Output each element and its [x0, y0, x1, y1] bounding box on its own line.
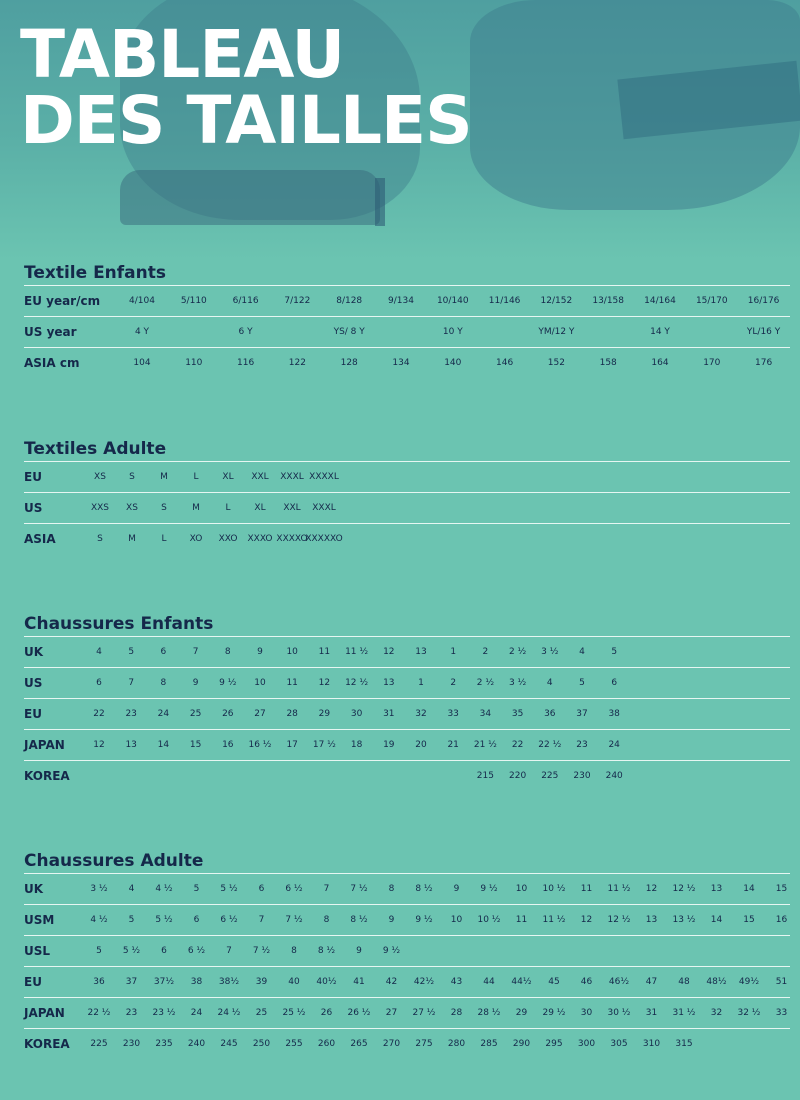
table-cell: 128 — [340, 358, 358, 368]
table-cell: 240 — [187, 1039, 206, 1049]
table-cell: 8 ½ — [317, 946, 336, 956]
table-cell: XL — [254, 503, 266, 513]
row-label: ASIA — [24, 532, 56, 546]
table-cell: 5/110 — [180, 296, 207, 306]
table-cell: 24 ½ — [217, 1008, 241, 1018]
table-cell: 12 — [318, 678, 331, 688]
table-cell: 5 — [579, 678, 585, 688]
table-row — [24, 997, 790, 1028]
table-cell: 295 — [545, 1039, 563, 1049]
table-cell: XO — [189, 534, 203, 544]
table-cell: 9 — [388, 915, 395, 925]
table-cell: 275 — [415, 1039, 433, 1049]
table-cell: 14 — [743, 884, 755, 894]
table-cell: 4 — [546, 678, 553, 688]
table-cell: 48 — [678, 977, 690, 987]
table-cell: 39 — [255, 977, 268, 987]
table-cell: 140 — [444, 358, 462, 368]
page-title — [20, 16, 472, 159]
table-cell: 7 ½ — [350, 884, 368, 894]
table-cell: 110 — [185, 358, 203, 368]
table-cell: 21 ½ — [473, 740, 497, 750]
table-cell: 10/140 — [436, 296, 469, 306]
table-cell: 26 — [320, 1008, 333, 1018]
table-cell: 12 — [645, 884, 658, 894]
size-table — [24, 636, 790, 791]
table-cell: 10 — [515, 884, 528, 894]
table-cell: 37 — [576, 709, 588, 719]
table-cell: 20 — [415, 740, 427, 750]
table-cell: XXS — [90, 503, 110, 513]
table-cell: 33 — [775, 1008, 788, 1018]
table-cell: 1 — [418, 678, 424, 688]
table-cell: 23 — [125, 709, 137, 719]
size-table — [24, 461, 790, 554]
table-cell: 152 — [547, 358, 565, 368]
section-heading: Textile Enfants — [24, 263, 166, 283]
table-cell: 6 Y — [238, 327, 253, 337]
table-cell: 8 ½ — [350, 915, 368, 925]
table-cell: 16 ½ — [248, 740, 272, 750]
table-cell: 3 ½ — [508, 678, 527, 688]
table-cell: 305 — [610, 1039, 628, 1049]
table-cell: 240 — [605, 771, 623, 781]
table-cell: 9 ½ — [219, 678, 237, 688]
table-cell: 22 — [93, 709, 105, 719]
row-label: USM — [24, 913, 55, 927]
table-cell: 46½ — [608, 977, 630, 987]
table-row — [24, 492, 790, 523]
table-row — [24, 966, 790, 997]
table-row — [24, 316, 790, 347]
table-row — [24, 285, 790, 316]
table-cell: 270 — [382, 1039, 401, 1049]
table-cell: 29 — [515, 1008, 528, 1018]
table-cell: 12 — [580, 915, 593, 925]
table-cell: 6 ½ — [187, 946, 206, 956]
table-cell: 18 — [350, 740, 363, 750]
table-cell: 3 ½ — [541, 647, 559, 657]
table-cell: 12 — [93, 740, 105, 750]
table-cell: 31 — [645, 1008, 658, 1018]
table-cell: 9/134 — [388, 296, 414, 306]
table-cell: 315 — [675, 1039, 693, 1049]
table-cell: 42½ — [413, 977, 435, 987]
table-cell: 24 — [157, 709, 170, 719]
table-cell: 8 — [323, 915, 330, 925]
table-cell: 31 ½ — [672, 1008, 696, 1018]
table-cell: 31 — [383, 709, 395, 719]
table-cell: S — [97, 534, 103, 544]
table-cell: M — [192, 503, 200, 513]
row-label: USL — [24, 944, 51, 958]
table-cell: 2 ½ — [476, 678, 495, 688]
table-cell: L — [225, 503, 231, 513]
table-cell: 170 — [703, 358, 721, 368]
table-cell: 23 — [576, 740, 588, 750]
table-cell: M — [128, 534, 136, 544]
table-cell: 23 — [125, 1008, 138, 1018]
table-cell: 11 ½ — [345, 647, 369, 657]
row-label: US — [24, 676, 43, 690]
table-row — [24, 698, 790, 729]
table-cell: 48½ — [706, 977, 727, 987]
table-cell: 4 — [128, 884, 135, 894]
table-cell: 13/158 — [592, 296, 625, 306]
table-cell: 11/146 — [488, 296, 521, 306]
table-cell: 13 — [415, 647, 427, 657]
table-cell: 176 — [755, 358, 773, 368]
table-cell: 104 — [133, 358, 151, 368]
table-cell: 8 — [291, 946, 297, 956]
table-cell: 225 — [90, 1039, 108, 1049]
table-cell: 22 ½ — [87, 1008, 111, 1018]
table-cell: 310 — [642, 1039, 661, 1049]
table-cell: 260 — [317, 1039, 336, 1049]
table-cell: XS — [94, 472, 106, 482]
row-label: UK — [24, 645, 44, 659]
table-cell: 255 — [285, 1039, 303, 1049]
table-cell: 44½ — [511, 977, 532, 987]
table-cell: 13 — [125, 740, 137, 750]
table-row — [24, 347, 790, 378]
table-cell: YS/ 8 Y — [333, 327, 365, 337]
table-cell: 32 ½ — [737, 1008, 761, 1018]
table-cell: 250 — [252, 1039, 271, 1049]
table-cell: 40½ — [316, 977, 337, 987]
table-cell: 10 — [450, 915, 463, 925]
table-cell: 13 ½ — [672, 915, 696, 925]
table-cell: 44 — [483, 977, 495, 987]
table-cell: 25 ½ — [282, 1008, 306, 1018]
table-cell: 7 ½ — [252, 946, 271, 956]
table-cell: 17 ½ — [312, 740, 336, 750]
table-cell: 13 — [645, 915, 658, 925]
row-label: UK — [24, 882, 44, 896]
table-cell: 7 — [226, 946, 232, 956]
table-cell: 40 — [288, 977, 300, 987]
table-cell: 10 — [286, 647, 298, 657]
table-cell: 215 — [476, 771, 494, 781]
table-cell: 9 — [192, 678, 199, 688]
table-cell: 2 — [482, 647, 489, 657]
table-cell: 11 — [515, 915, 528, 925]
table-cell: 47 — [645, 977, 658, 987]
table-cell: 9 — [453, 884, 460, 894]
table-cell: XXXL — [312, 503, 336, 513]
table-cell: 245 — [220, 1039, 238, 1049]
table-cell: 51 — [775, 977, 788, 987]
table-cell: 116 — [237, 358, 255, 368]
table-cell: 9 ½ — [382, 946, 401, 956]
table-cell: 27 ½ — [412, 1008, 436, 1018]
table-cell: 4 Y — [134, 327, 150, 337]
table-cell: 16/176 — [747, 296, 780, 306]
row-label: EU year/cm — [24, 294, 101, 308]
table-cell: 14 — [157, 740, 170, 750]
table-row — [24, 1028, 790, 1059]
table-cell: 290 — [512, 1039, 531, 1049]
table-cell: 146 — [496, 358, 514, 368]
table-cell: XXL — [283, 503, 301, 513]
table-cell: 6 — [161, 946, 167, 956]
table-cell: 122 — [288, 358, 306, 368]
table-cell: 19 — [383, 740, 395, 750]
table-cell: 30 — [350, 709, 363, 719]
table-cell: YM/12 Y — [538, 327, 575, 337]
table-cell: 32 — [710, 1008, 723, 1018]
table-cell: L — [161, 534, 167, 544]
table-cell: 6 ½ — [285, 884, 303, 894]
table-cell: 28 — [286, 709, 298, 719]
table-cell: 11 ½ — [607, 884, 631, 894]
table-cell: 7 — [192, 647, 199, 657]
table-cell: 6 — [193, 915, 200, 925]
table-cell: 15 — [189, 740, 202, 750]
table-cell: 11 ½ — [542, 915, 566, 925]
table-cell: 12 ½ — [607, 915, 631, 925]
table-cell: 10 Y — [442, 327, 463, 337]
table-cell: 7/122 — [284, 296, 311, 306]
section-textile-enfants — [24, 261, 790, 378]
table-cell: 7 — [323, 884, 330, 894]
table-cell: 14 — [710, 915, 723, 925]
row-label: EU — [24, 975, 42, 989]
table-cell: 43 — [450, 977, 463, 987]
table-cell: 21 — [447, 740, 459, 750]
table-cell: 23 ½ — [152, 1008, 176, 1018]
table-row — [24, 760, 790, 791]
table-cell: XS — [126, 503, 138, 513]
table-cell: 8 — [224, 647, 231, 657]
table-cell: 12 — [383, 647, 395, 657]
table-cell: 37½ — [153, 977, 175, 987]
table-cell: 25 — [189, 709, 202, 719]
row-label: ASIA cm — [24, 356, 80, 370]
table-cell: 4 — [579, 647, 585, 657]
table-cell: XL — [222, 472, 234, 482]
table-cell: S — [161, 503, 167, 513]
table-cell: XXL — [251, 472, 269, 482]
row-label: KOREA — [24, 1037, 70, 1051]
row-label: US — [24, 501, 43, 515]
table-cell: 220 — [509, 771, 527, 781]
table-row — [24, 935, 790, 966]
table-cell: 4 ½ — [90, 915, 108, 925]
table-cell: 11 — [318, 647, 331, 657]
table-cell: 4 — [96, 647, 102, 657]
table-cell: 5 — [611, 647, 618, 657]
table-cell: S — [129, 472, 135, 482]
table-cell: 1 — [450, 647, 457, 657]
table-cell: 8 — [388, 884, 395, 894]
table-cell: 225 — [541, 771, 559, 781]
table-cell: 6/116 — [232, 296, 259, 306]
section-heading: Chaussures Adulte — [24, 851, 204, 871]
table-cell: 8/128 — [336, 296, 363, 306]
table-row — [24, 873, 790, 904]
table-cell: 7 — [128, 678, 135, 688]
table-cell: 28 — [450, 1008, 463, 1018]
table-cell: 164 — [651, 358, 669, 368]
row-label: EU — [24, 470, 42, 484]
table-cell: 36 — [93, 977, 105, 987]
table-cell: 5 ½ — [155, 915, 173, 925]
table-cell: 16 — [222, 740, 234, 750]
size-table — [24, 285, 790, 378]
table-cell: 32 — [415, 709, 427, 719]
table-cell: 12/152 — [540, 296, 573, 306]
table-cell: 15 — [775, 884, 788, 894]
table-cell: XXO — [218, 534, 238, 544]
table-cell: 5 ½ — [220, 884, 238, 894]
table-cell: 27 — [254, 709, 266, 719]
table-cell: 13 — [710, 884, 723, 894]
table-cell: 37 — [125, 977, 138, 987]
table-cell: XXXL — [280, 472, 304, 482]
table-cell: 22 ½ — [538, 740, 562, 750]
table-cell: 9 — [356, 946, 362, 956]
table-cell: 6 ½ — [220, 915, 238, 925]
table-cell: 5 — [128, 647, 135, 657]
table-cell: 11 — [286, 678, 298, 688]
table-cell: 265 — [350, 1039, 368, 1049]
table-cell: XXXXO — [276, 534, 308, 544]
section-chaussures-adulte — [24, 849, 790, 1059]
table-cell: 28 ½ — [477, 1008, 501, 1018]
table-cell: 30 — [580, 1008, 593, 1018]
table-cell: 11 — [580, 884, 593, 894]
table-cell: 235 — [155, 1039, 173, 1049]
row-label: EU — [24, 707, 42, 721]
table-cell: 230 — [573, 771, 591, 781]
table-cell: 9 ½ — [480, 884, 498, 894]
table-cell: XXXXXO — [305, 534, 343, 544]
table-cell: 300 — [577, 1039, 596, 1049]
section-textiles-adulte — [24, 437, 790, 554]
table-cell: 4 ½ — [155, 884, 173, 894]
table-cell: 16 — [775, 915, 788, 925]
photo-shape — [375, 178, 385, 226]
table-cell: 8 — [160, 678, 167, 688]
table-cell: 158 — [599, 358, 617, 368]
table-cell: 14 Y — [650, 327, 670, 337]
table-row — [24, 523, 790, 554]
table-cell: 5 ½ — [122, 946, 141, 956]
table-cell: 15 — [743, 915, 755, 925]
table-cell: 285 — [480, 1039, 498, 1049]
table-cell: 49½ — [738, 977, 760, 987]
table-cell: 9 ½ — [415, 915, 433, 925]
table-cell: 10 ½ — [477, 915, 501, 925]
table-cell: 25 — [255, 1008, 268, 1018]
table-cell: L — [193, 472, 199, 482]
table-cell: 13 — [383, 678, 395, 688]
page-title-line1: TABLEAU — [20, 16, 345, 93]
table-cell: 27 — [385, 1008, 398, 1018]
table-cell: 38 — [608, 709, 620, 719]
table-cell: 10 ½ — [542, 884, 566, 894]
table-cell: 6 — [96, 678, 102, 688]
photo-shape — [120, 170, 380, 225]
table-cell: 22 — [511, 740, 524, 750]
table-row — [24, 461, 790, 492]
section-chaussures-enfants — [24, 612, 790, 791]
row-label: KOREA — [24, 769, 70, 783]
table-cell: 9 — [257, 647, 263, 657]
table-cell: 30 ½ — [607, 1008, 631, 1018]
section-heading: Chaussures Enfants — [24, 614, 214, 634]
table-row — [24, 904, 790, 935]
size-table — [24, 873, 790, 1059]
table-cell: 6 — [160, 647, 167, 657]
table-cell: 3 ½ — [90, 884, 108, 894]
table-cell: 26 ½ — [347, 1008, 371, 1018]
table-cell: 36 — [544, 709, 556, 719]
table-cell: 24 — [190, 1008, 203, 1018]
table-cell: 17 — [286, 740, 298, 750]
table-cell: XXXO — [247, 534, 273, 544]
table-cell: 33 — [447, 709, 459, 719]
table-cell: 4/104 — [129, 296, 155, 306]
table-cell: 280 — [447, 1039, 466, 1049]
table-cell: 45 — [548, 977, 560, 987]
table-cell: 12 ½ — [345, 678, 369, 688]
table-cell: 35 — [511, 709, 524, 719]
table-cell: 38 — [190, 977, 203, 987]
table-cell: 7 — [258, 915, 265, 925]
table-cell: 24 — [608, 740, 620, 750]
table-cell: 12 ½ — [672, 884, 696, 894]
table-cell: 38½ — [218, 977, 240, 987]
table-cell: XXXXL — [309, 472, 339, 482]
table-cell: 10 — [254, 678, 266, 688]
table-cell: 2 ½ — [508, 647, 527, 657]
table-cell: 134 — [392, 358, 410, 368]
table-row — [24, 636, 790, 667]
table-cell: 230 — [122, 1039, 141, 1049]
table-cell: 15/170 — [695, 296, 728, 306]
table-cell: 2 — [450, 678, 457, 688]
row-label: JAPAN — [24, 1006, 65, 1020]
section-heading: Textiles Adulte — [24, 439, 167, 459]
table-row — [24, 729, 790, 760]
table-cell: 34 — [479, 709, 492, 719]
table-cell: 5 — [128, 915, 135, 925]
table-cell: 41 — [353, 977, 365, 987]
table-cell: 29 ½ — [542, 1008, 566, 1018]
table-cell: 7 ½ — [285, 915, 303, 925]
row-label: JAPAN — [24, 738, 65, 752]
table-cell: 5 — [96, 946, 102, 956]
table-cell: M — [160, 472, 168, 482]
table-cell: 8 ½ — [415, 884, 433, 894]
table-cell: 42 — [385, 977, 398, 987]
table-cell: 14/164 — [644, 296, 676, 306]
row-label: US year — [24, 325, 77, 339]
table-cell: 29 — [318, 709, 331, 719]
table-cell: YL/16 Y — [746, 327, 781, 337]
table-row — [24, 667, 790, 698]
table-cell: 6 — [611, 678, 618, 688]
table-cell: 26 — [222, 709, 234, 719]
page-title-line2: DES TAILLES — [20, 82, 472, 159]
table-cell: 5 — [193, 884, 200, 894]
table-cell: 46 — [580, 977, 593, 987]
table-cell: 6 — [258, 884, 265, 894]
